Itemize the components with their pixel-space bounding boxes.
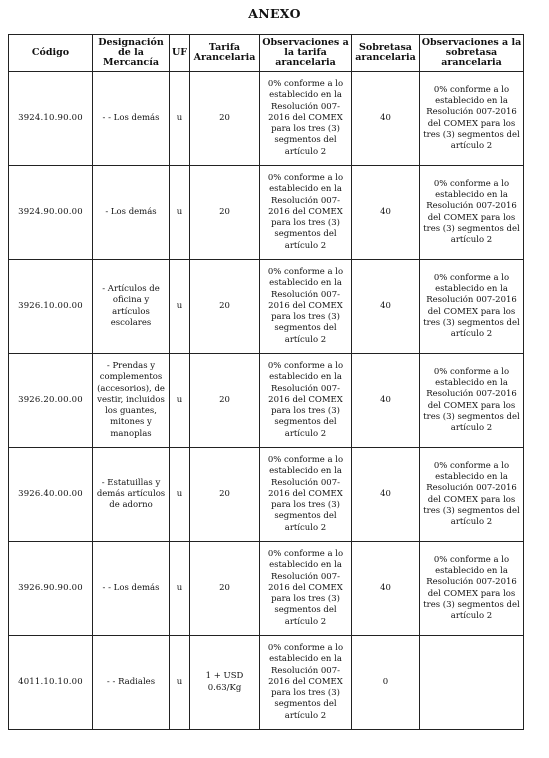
cell-obs-sobretasa: 0% conforme a lo establecido en la Resolución 007-2016 del COMEX para los tres (3) segmentos del artículo 2	[420, 166, 524, 260]
cell-sobretasa: 0	[352, 636, 420, 730]
cell-designacion: - Artículos de oficina y artículos escolares	[93, 260, 170, 354]
cell-designacion: - Estatuillas y demás artículos de adorno	[93, 448, 170, 542]
header-designacion: Designación de la Mercancía	[93, 35, 170, 72]
cell-designacion: - Prendas y complementos (accesorios), de vestir, incluidos los guantes, mitones y manoplas	[93, 354, 170, 448]
cell-obs-sobretasa: 0% conforme a lo establecido en la Resolución 007-2016 del COMEX para los tres (3) segmentos del artículo 2	[420, 260, 524, 354]
table-row	[9, 636, 524, 730]
cell-sobretasa: 40	[352, 166, 420, 260]
header-obs-tarifa: Observaciones a la tarifa arancelaria	[260, 35, 352, 72]
cell-designacion: - - Radiales	[93, 636, 170, 730]
cell-uf: u	[170, 354, 190, 448]
cell-codigo: 3924.10.90.00	[9, 72, 93, 166]
cell-codigo: 3926.20.00.00	[9, 354, 93, 448]
cell-sobretasa: 40	[352, 260, 420, 354]
cell-tarifa: 20	[190, 448, 260, 542]
cell-sobretasa: 40	[352, 542, 420, 636]
cell-codigo: 4011.10.10.00	[9, 636, 93, 730]
cell-sobretasa: 40	[352, 354, 420, 448]
cell-obs-sobretasa: 0% conforme a lo establecido en la Resolución 007-2016 del COMEX para los tres (3) segmentos del artículo 2	[420, 448, 524, 542]
cell-uf: u	[170, 636, 190, 730]
cell-obs-sobretasa: 0% conforme a lo establecido en la Resolución 007-2016 del COMEX para los tres (3) segmentos del artículo 2	[420, 354, 524, 448]
cell-obs-tarifa: 0% conforme a lo establecido en la Resolución 007-2016 del COMEX para los tres (3) segmentos del artículo 2	[260, 542, 352, 636]
header-codigo: Código	[9, 35, 93, 72]
cell-codigo: 3926.10.00.00	[9, 260, 93, 354]
cell-obs-tarifa: 0% conforme a lo establecido en la Resolución 007-2016 del COMEX para los tres (3) segmentos del artículo 2	[260, 636, 352, 730]
table-row	[9, 260, 524, 354]
cell-codigo: 3926.40.00.00	[9, 448, 93, 542]
header-sobretasa: Sobretasa arancelaria	[352, 35, 420, 72]
header-obs-sobretasa: Observaciones a la sobretasa arancelaria	[420, 35, 524, 72]
cell-sobretasa: 40	[352, 72, 420, 166]
cell-codigo: 3926.90.90.00	[9, 542, 93, 636]
cell-uf: u	[170, 72, 190, 166]
header-tarifa: Tarifa Arancelaria	[190, 35, 260, 72]
cell-tarifa: 20	[190, 542, 260, 636]
cell-designacion: - Los demás	[93, 166, 170, 260]
table-row	[9, 542, 524, 636]
cell-uf: u	[170, 166, 190, 260]
cell-tarifa: 1 + USD 0.63/Kg	[190, 636, 260, 730]
cell-obs-tarifa: 0% conforme a lo establecido en la Resolución 007-2016 del COMEX para los tres (3) segmentos del artículo 2	[260, 166, 352, 260]
table-row	[9, 354, 524, 448]
cell-obs-sobretasa: 0% conforme a lo establecido en la Resolución 007-2016 del COMEX para los tres (3) segmentos del artículo 2	[420, 72, 524, 166]
cell-uf: u	[170, 542, 190, 636]
document-title: ANEXO	[248, 6, 301, 21]
cell-obs-tarifa: 0% conforme a lo establecido en la Resolución 007-2016 del COMEX para los tres (3) segmentos del artículo 2	[260, 448, 352, 542]
table-row	[9, 448, 524, 542]
cell-tarifa: 20	[190, 260, 260, 354]
annex-table	[8, 34, 524, 730]
cell-tarifa: 20	[190, 166, 260, 260]
table-row	[9, 166, 524, 260]
cell-obs-sobretasa	[420, 636, 524, 730]
cell-obs-tarifa: 0% conforme a lo establecido en la Resolución 007-2016 del COMEX para los tres (3) segmentos del artículo 2	[260, 260, 352, 354]
cell-tarifa: 20	[190, 354, 260, 448]
cell-tarifa: 20	[190, 72, 260, 166]
cell-obs-tarifa: 0% conforme a lo establecido en la Resolución 007-2016 del COMEX para los tres (3) segmentos del artículo 2	[260, 354, 352, 448]
cell-sobretasa: 40	[352, 448, 420, 542]
cell-designacion: - - Los demás	[93, 542, 170, 636]
cell-uf: u	[170, 260, 190, 354]
header-row	[9, 35, 524, 72]
table-row	[9, 72, 524, 166]
cell-obs-sobretasa: 0% conforme a lo establecido en la Resolución 007-2016 del COMEX para los tres (3) segmentos del artículo 2	[420, 542, 524, 636]
cell-uf: u	[170, 448, 190, 542]
cell-obs-tarifa: 0% conforme a lo establecido en la Resolución 007-2016 del COMEX para los tres (3) segmentos del artículo 2	[260, 72, 352, 166]
cell-codigo: 3924.90.00.00	[9, 166, 93, 260]
header-uf: UF	[170, 35, 190, 72]
cell-designacion: - - Los demás	[93, 72, 170, 166]
